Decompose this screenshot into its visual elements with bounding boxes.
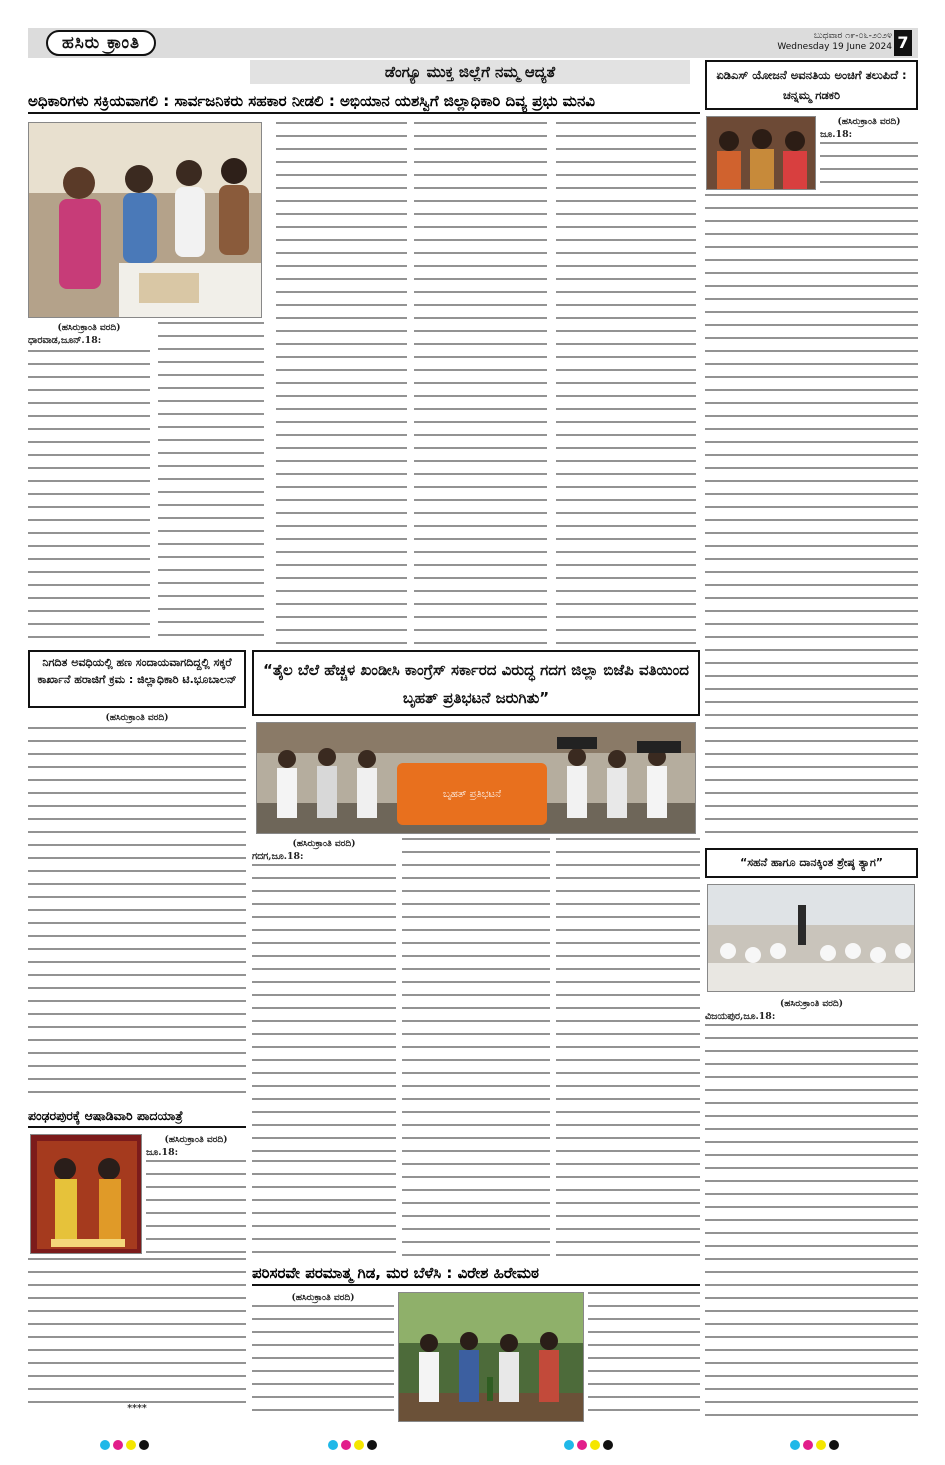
registration-dot [564,1440,574,1450]
eid-dateline: ವಿಜಯಪುರ,ಜೂ.18: [705,1010,776,1022]
lead-photo [28,122,262,318]
lead-text-lines [556,122,696,647]
pandharpur-text-lines [28,1258,246,1403]
pandharpur-column-side [146,1134,246,1254]
registration-dot [790,1440,800,1450]
registration-dot [803,1440,813,1450]
sugar-text-lines [28,727,246,1099]
env-column-1 [252,1292,394,1422]
registration-dot [603,1440,613,1450]
eid-column [705,998,918,1422]
eid-byline: (ಹಸಿರುಕ್ರಾಂತಿ ವರದಿ) [779,999,844,1009]
bjp-column-3 [556,838,700,1258]
registration-dot [126,1440,136,1450]
issue-date-kannada: ಬುಧವಾರ ೧೯-೦೬-೨೦೨೪ [813,31,892,41]
bjp-text-lines [402,838,550,1258]
registration-dot [139,1440,149,1450]
aids-byline: (ಹಸಿರುಕ್ರಾಂತಿ ವರದಿ) [837,117,901,127]
lead-kicker: ಡೆಂಗ್ಯೂ ಮುಕ್ತ ಜಿಲ್ಲೆಗೆ ನಮ್ಮ ಆದ್ಯತೆ [250,60,690,84]
aids-text-lines [705,194,918,844]
registration-marks-center-left [328,1440,377,1450]
aids-column-body [705,194,918,844]
tree-planting-photo [399,1293,584,1422]
bjp-text-lines [556,838,700,1258]
lead-column-5 [556,122,696,647]
bjp-byline: (ಹಸಿರುಕ್ರಾಂತಿ ವರದಿ) [292,839,356,849]
lead-column-2 [158,322,264,647]
pandharpur-column-body [28,1258,246,1418]
registration-dot [577,1440,587,1450]
env-text-lines [588,1292,700,1422]
bjp-headline-box [252,650,700,716]
registration-dot [829,1440,839,1450]
env-headline: ಪರಿಸರವೇ ಪರಮಾತ್ಮ ಗಿಡ, ಮರ ಬೆಳೆಸಿ : ವಿರೇಶ ಹಿರೇಮಠ [252,1262,700,1286]
bjp-column-1b [252,1160,396,1258]
aids-text-lines [820,142,918,192]
eid-text-lines [705,1024,918,1420]
aids-photo [706,116,816,190]
env-text-lines [252,1305,394,1421]
aids-column-intro [820,116,918,190]
eid-headline-box [705,848,918,878]
pandharpur-byline: (ಹಸಿರುಕ್ರಾಂತಿ ವರದಿ) [164,1135,228,1145]
newspaper-name: ಹಸಿರು ಕ್ರಾಂತಿ [46,30,156,56]
registration-marks-center-right [564,1440,613,1450]
lead-column-3 [276,122,407,647]
vithoba-rukmini-idols [31,1135,142,1254]
env-column-2 [588,1292,700,1422]
lead-text-lines [414,122,547,647]
bjp-photo [256,722,696,834]
eid-headline: “ಸಹನೆ ಹಾಗೂ ದಾನಕ್ಕಿಂತ ಶ್ರೇಷ್ಠ ತ್ಯಾಗ” [739,856,884,869]
registration-dot [328,1440,338,1450]
bjp-column-1 [252,838,396,1158]
registration-dot [341,1440,351,1450]
registration-dot [590,1440,600,1450]
sugar-headline-box [28,650,246,708]
registration-marks-right [790,1440,839,1450]
env-photo [398,1292,584,1422]
bjp-dateline: ಗದಗ,ಜೂ.18: [252,850,304,862]
env-byline: (ಹಸಿರುಕ್ರಾಂತಿ ವರದಿ) [291,1293,355,1303]
registration-dot [367,1440,377,1450]
aids-officials-photo [707,117,816,190]
aids-headline: ಏಡಿಎಸ್ ಯೋಜನೆ ಅವನತಿಯ ಅಂಚಿಗೆ ತಲುಪಿದೆ : ಚನ್ನಮ್ಮ ಗಡಕರಿ [716,68,907,102]
lead-dateline: ಧಾರವಾಡ,ಜೂನ್.18: [28,334,102,346]
lead-text-lines [28,350,150,645]
lead-text-lines [158,322,264,647]
registration-dot [100,1440,110,1450]
page-number: 7 [894,30,912,56]
sugar-column [28,712,246,1102]
pandharpur-photo [30,1134,142,1254]
issue-date [777,31,892,53]
dengue-exhibition-photo [29,123,262,318]
page-masthead [28,28,918,58]
pandharpur-headline: ಪಂಢರಪುರಕ್ಕೆ ಆಷಾಡಿವಾರಿ ಪಾದಯಾತ್ರೆ [28,1106,246,1128]
protest-banner-text: ಬೃಹತ್ ಪ್ರತಿಭಟನೆ [442,789,502,800]
registration-dot [113,1440,123,1450]
lead-headline: ಅಧಿಕಾರಿಗಳು ಸಕ್ರಿಯವಾಗಲಿ : ಸಾರ್ವಜನಿಕರು ಸಹಕಾರ ನೀಡಲಿ : ಅಭಿಯಾನ ಯಶಸ್ವಿಗೆ ಜಿಲ್ಲಾಧಿಕಾರಿ ದಿವ್ಯ ಪ್ರಭು ಮನವಿ [28,90,700,114]
lead-byline: (ಹಸಿರುಕ್ರಾಂತಿ ವರದಿ) [57,323,121,333]
eid-gathering-photo [708,885,915,992]
bjp-headline: “ತೈಲ ಬೆಲೆ ಹೆಚ್ಚಳ ಖಂಡೀಸಿ ಕಾಂಗ್ರೆಸ್ ಸರ್ಕಾರದ ವಿರುದ್ಧ ಗದಗ ಜಿಲ್ಲಾ ಬಿಜೆಪಿ ವತಿಯಿಂದ ಬೃಹತ್ ಪ್ರತಿಭಟನೆ ಜರುಗಿತು” [263,661,689,707]
bjp-column-2 [402,838,550,1258]
pandharpur-text-lines [146,1160,246,1254]
sugar-byline: (ಹಸಿರುಕ್ರಾಂತಿ ವರದಿ) [105,713,169,723]
pandharpur-end-mark: **** [127,1403,147,1414]
registration-dot [354,1440,364,1450]
eid-photo [707,884,915,992]
sugar-headline: ನಿಗದಿತ ಅವಧಿಯಲ್ಲಿ ಹಣ ಸಂದಾಯವಾಗದಿದ್ದಲ್ಲಿ ಸಕ್ಕರೆ ಕಾರ್ಖಾನೆ ಹರಾಜಿಗೆ ಕ್ರಮ : ಜಿಲ್ಲಾಧಿಕಾರಿ ಟಿ.ಭೂಬಾಲನ್ [37,656,237,686]
lead-text-lines [276,122,407,647]
pandharpur-dateline: ಜೂ.18: [146,1146,179,1158]
lead-column-1 [28,322,150,647]
bjp-text-lines [252,864,396,1156]
bjp-text-lines [252,1160,396,1258]
registration-dot [816,1440,826,1450]
aids-headline-box [705,60,918,110]
aids-dateline: ಜೂ.18: [820,128,853,140]
bjp-protest-photo [257,723,696,834]
issue-date-english: Wednesday 19 June 2024 [777,42,892,52]
registration-marks-left [100,1440,149,1450]
lead-column-4 [414,122,547,647]
